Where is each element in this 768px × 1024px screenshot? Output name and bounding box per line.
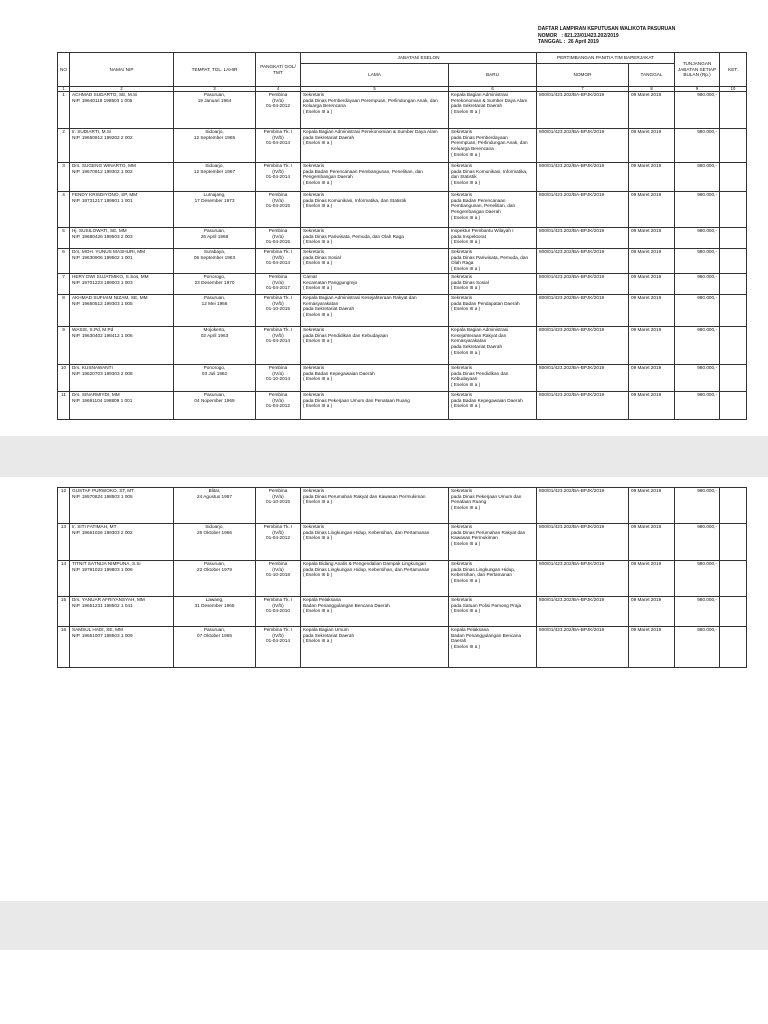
col-header-nama: NAMA/ NIP: [70, 53, 174, 87]
cell-lama: Kepala Bagian Administrasi Perekonomian & Sumber Daya Alam pada Sekretariat Daerah ( Eselon III a ): [301, 129, 449, 163]
col-header-tunjangan: TUNJANGAN JABATAN SETIAP BULAN (Rp.): [675, 53, 720, 87]
cell-ket: [720, 597, 747, 627]
cell-nomor: 800/01/423.202/BA-BPJK/2019: [537, 92, 629, 129]
col-header-no: NO: [58, 53, 70, 87]
column-number: 8: [629, 87, 675, 92]
cell-baru: Sekretaris pada Badan Pendapatan Daerah ( Eselon III a ): [449, 295, 537, 327]
cell-tanggal: 09 Maret 2019: [629, 365, 675, 392]
cell-ket: [720, 274, 747, 295]
cell-tunjangan: 980.000,-: [675, 249, 720, 274]
cell-ket: [720, 365, 747, 392]
column-number: 7: [537, 87, 629, 92]
cell-tanggal: 09 Maret 2019: [629, 627, 675, 668]
decree-number: NOMOR : 821.23/01/423.202/2019: [538, 32, 619, 39]
column-number: 9: [675, 87, 720, 92]
cell-ttl: Pasuruan, 19 Januari 1964: [174, 92, 256, 129]
cell-nomor: 800/01/423.202/BA-BPJK/2019: [537, 597, 629, 627]
cell-lama: Sekretaris pada Badan Kepegawaian Daerah ( Eselon III a ): [301, 365, 449, 392]
cell-ttl: Ponorogo, 03 Juli 1962: [174, 365, 256, 392]
cell-ttl: Pasuruan, 07 Oktober 1965: [174, 627, 256, 668]
cell-nomor: 800/01/423.202/BA-BPJK/2019: [537, 627, 629, 668]
cell-ttl: Sidoarjo, 12 September 1965: [174, 129, 256, 163]
cell-baru: Sekretaris pada Dinas Perumahan Rakyat dan Kawasan Permukiman ( Eselon III a ): [449, 524, 537, 561]
cell-lama: Kepala Bidang Analis & Pengendalian Dampak Lingkungan pada Dinas Lingkungan Hidup, Kebersihan, dan Pertamanan ( Eselon III b ): [301, 561, 449, 597]
table-row: [58, 365, 747, 392]
cell-nama: ACHMAD SUDARTO, SE, M.Si NIP. 19640118 198503 1 005: [70, 92, 174, 129]
document-page-3: [0, 950, 768, 1024]
cell-tunjangan: 980.000,-: [675, 597, 720, 627]
cell-nama: Drs. MOH. YUNUS MASHURI, MM NIP. 19630906 199502 1 001: [70, 249, 174, 274]
cell-nama: SAMSUL HADI, SE, MM NIP. 19651007 198503 1 009: [70, 627, 174, 668]
cell-pangkat: Pembina (IV/a) 01-04-2012: [256, 92, 301, 129]
cell-ket: [720, 129, 747, 163]
cell-tunjangan: 980.000,-: [675, 627, 720, 668]
table-row: [58, 524, 747, 561]
cell-no: 15: [58, 597, 70, 627]
cell-tunjangan: 980.000,-: [675, 163, 720, 192]
cell-ket: [720, 392, 747, 420]
cell-nomor: 800/01/423.202/BA-BPJK/2019: [537, 561, 629, 597]
cell-pangkat: Pembina (IV/a) 01-04-2017: [256, 274, 301, 295]
col-header-pangkat: PANGKAT/ GOL/ TMT: [256, 53, 301, 87]
cell-nomor: 800/01/423.202/BA-BPJK/2019: [537, 392, 629, 420]
cell-baru: Sekretaris pada Dinas Pekerjaan Umum dan Penataan Ruang ( Eselon III a ): [449, 488, 537, 524]
cell-baru: Sekretaris pada Dinas Pariwisata, Pemuda, dan Olah Raga ( Eselon III a ): [449, 249, 537, 274]
cell-tanggal: 09 Maret 2019: [629, 488, 675, 524]
cell-no: 1: [58, 92, 70, 129]
column-number: 3: [174, 87, 256, 92]
cell-nomor: 800/01/423.202/BA-BPJK/2019: [537, 129, 629, 163]
cell-nama: HERY DWI SUJATMIKO, S.Sos, MM NIP. 19701223 199003 1 003: [70, 274, 174, 295]
cell-tunjangan: 980.000,-: [675, 274, 720, 295]
cell-pangkat: Pembina Tk. I (IV/b) 01-04-2014: [256, 129, 301, 163]
cell-ket: [720, 228, 747, 249]
cell-pangkat: Pembina (IV/a) 01-10-2015: [256, 488, 301, 524]
cell-baru: Kepala Bagian Administrasi Kesejahteraan Rakyat dan Kemasyarakatan pada Sekretariat Daerah ( Eselon III a ): [449, 327, 537, 365]
cell-lama: Sekretaris pada Dinas Perumahan Rakyat dan Kawasan Permukiman ( Eselon III a ): [301, 488, 449, 524]
cell-pangkat: Pembina Tk. I (IV/b) 01-04-2014: [256, 327, 301, 365]
cell-pangkat: Pembina Tk. I (IV/b) 01-04-2014: [256, 249, 301, 274]
table-body-page-1: [58, 92, 747, 420]
cell-tanggal: 09 Maret 2019: [629, 192, 675, 228]
cell-no: 4: [58, 192, 70, 228]
col-header-baru: BARU: [449, 64, 537, 87]
column-number: 5: [301, 87, 449, 92]
cell-nama: Ir. SITI FATIMAH, MT NIP. 19661026 199303 2 002: [70, 524, 174, 561]
personnel-table-page-1: [57, 52, 747, 420]
cell-lama: Sekretaris pada Badan Perencanaan Pembangunan, Penelitian, dan Pengembangan Daerah ( Eselon III a ): [301, 163, 449, 192]
cell-ttl: Lumajang, 17 Desember 1973: [174, 192, 256, 228]
cell-nama: GUSTAF PURWOKO, ST, MT. NIP. 19570824 198503 1 005: [70, 488, 174, 524]
cell-nama: Drs. YANUAR AFRIYANSYAH, MM NIP. 19651231 198502 1 041: [70, 597, 174, 627]
decree-title: DAFTAR LAMPIRAN KEPUTUSAN WALIKOTA PASURUAN: [538, 26, 676, 32]
cell-tunjangan: 980.000,-: [675, 295, 720, 327]
col-header-ket: KET.: [720, 53, 747, 87]
cell-nomor: 800/01/423.202/BA-BPJK/2019: [537, 488, 629, 524]
cell-pangkat: Pembina (IV/a) 01-04-2015: [256, 192, 301, 228]
table-row: [58, 129, 747, 163]
cell-no: 3: [58, 163, 70, 192]
cell-pangkat: Pembina Tk. I (IV/b) 01-04-2010: [256, 597, 301, 627]
cell-tunjangan: 980.000,-: [675, 92, 720, 129]
cell-lama: Kepala Pelaksana Badan Penanggulangan Bencana Daerah ( Eselon III a ): [301, 597, 449, 627]
table-row: [58, 274, 747, 295]
cell-ttl: Lawang, 31 Desember 1965: [174, 597, 256, 627]
col-header-tanggal: TANGGAL: [629, 64, 675, 87]
table-row: [58, 192, 747, 228]
cell-pangkat: Pembina (IV/a) 01-04-2012: [256, 392, 301, 420]
cell-ttl: Pasuruan, 22 Oktober 1979: [174, 561, 256, 597]
cell-nama: Drs. SINARMIYDI, MM NIP. 19691104 198809 1 001: [70, 392, 174, 420]
cell-nomor: 800/01/423.202/BA-BPJK/2019: [537, 163, 629, 192]
column-number: 2: [70, 87, 174, 92]
cell-ket: [720, 163, 747, 192]
table-row: [58, 488, 747, 524]
table-row: [58, 249, 747, 274]
cell-no: 5: [58, 228, 70, 249]
decree-date: TANGGAL : 26 April 2019: [538, 39, 599, 45]
column-number: 1: [58, 87, 70, 92]
cell-tanggal: 09 Maret 2019: [629, 597, 675, 627]
table-row: [58, 597, 747, 627]
col-header-lama: LAMA: [301, 64, 449, 87]
cell-tunjangan: 980.000,-: [675, 561, 720, 597]
cell-nama: FENDY KRISDIYONO, SP, MM NIP. 19731217 199901 1 001: [70, 192, 174, 228]
cell-ttl: Blitar, 24 Agustus 1957: [174, 488, 256, 524]
column-number: 4: [256, 87, 301, 92]
cell-no: 10: [58, 365, 70, 392]
table-row: [58, 561, 747, 597]
cell-nomor: 800/01/423.202/BA-BPJK/2019: [537, 228, 629, 249]
cell-ttl: Sidoarjo, 12 September 1967: [174, 163, 256, 192]
cell-ttl: Mojokerto, 02 April 1963: [174, 327, 256, 365]
cell-baru: Sekretaris pada Dinas Lingkungan Hidup, Kebersihan, dan Pertamanan ( Eselon III a ): [449, 561, 537, 597]
cell-no: 7: [58, 274, 70, 295]
cell-lama: Sekretaris pada Dinas Komunikasi, Informatika, dan Statistik ( Eselon III a ): [301, 192, 449, 228]
cell-nomor: 800/01/423.202/BA-BPJK/2019: [537, 365, 629, 392]
cell-tanggal: 09 Maret 2019: [629, 561, 675, 597]
cell-tanggal: 09 Maret 2019: [629, 228, 675, 249]
cell-tanggal: 09 Maret 2019: [629, 327, 675, 365]
cell-no: 8: [58, 295, 70, 327]
cell-baru: Kepala Bagian Administrasi Perekonomian & Sumber Daya Alam pada Sekretariat Daerah ( Eselon III a ): [449, 92, 537, 129]
cell-tunjangan: 980.000,-: [675, 129, 720, 163]
cell-baru: Sekretaris pada Dinas Sosial ( Eselon III a ): [449, 274, 537, 295]
table-row: [58, 92, 747, 129]
cell-ket: [720, 561, 747, 597]
cell-baru: Sekretaris pada Dinas Pemberdayaan Perempuan, Perlindungan Anak, dan Keluarga Berencana ( Eselon III a ): [449, 129, 537, 163]
cell-nomor: 800/01/423.202/BA-BPJK/2019: [537, 327, 629, 365]
cell-tunjangan: 980.000,-: [675, 392, 720, 420]
cell-ttl: Pasuruan, 12 Mei 1966: [174, 295, 256, 327]
cell-nama: Drs. KUSNAWANTI NIP. 19620703 199303 2 008: [70, 365, 174, 392]
col-header-ttl: TEMPAT, TGL. LAHIR: [174, 53, 256, 87]
table-row: [58, 228, 747, 249]
decree-header: [538, 26, 675, 46]
cell-baru: Kepala Pelaksana Badan Penanggulangan Bencana Daerah ( Eselon III a ): [449, 627, 537, 668]
cell-nama: Drs. SUGENG WINARTO, MM NIP. 19670912 199302 1 002: [70, 163, 174, 192]
cell-tanggal: 09 Maret 2019: [629, 92, 675, 129]
cell-pangkat: Pembina Tk. I (IV/b) 01-04-2012: [256, 524, 301, 561]
cell-ttl: Ponorogo, 23 Desember 1970: [174, 274, 256, 295]
cell-tanggal: 09 Maret 2019: [629, 163, 675, 192]
col-header-jabatan: JABATAN/ ESELON: [301, 53, 537, 64]
table-row: [58, 163, 747, 192]
cell-ttl: Pasuruan, 26 April 1968: [174, 228, 256, 249]
column-number: 6: [449, 87, 537, 92]
cell-lama: Sekretaris pada Dinas Pekerjaan Umum dan Penataan Ruang ( Eselon III a ): [301, 392, 449, 420]
col-header-nomor: NOMOR: [537, 64, 629, 87]
cell-no: 2: [58, 129, 70, 163]
cell-tunjangan: 980.000,-: [675, 488, 720, 524]
cell-nomor: 800/01/423.202/BA-BPJK/2019: [537, 524, 629, 561]
cell-pangkat: Pembina Tk. I (IV/b) 01-04-2014: [256, 627, 301, 668]
col-header-pertimbangan: PERTIMBANGAN PANITIA TIM BAPERJAKAT: [537, 53, 675, 64]
cell-ket: [720, 192, 747, 228]
cell-nama: AKHMAD SUFIAIM NIZAM, SE, MM NIP. 19660512 199303 1 005: [70, 295, 174, 327]
cell-ttl: Pasuruan, 04 Nopember 1969: [174, 392, 256, 420]
cell-no: 9: [58, 327, 70, 365]
cell-baru: Sekretaris pada Badan Kepegawaian Daerah ( Eselon III a ): [449, 392, 537, 420]
cell-tunjangan: 980.000,-: [675, 327, 720, 365]
cell-lama: Kepala Bagian Administrasi Kesejahteraan Rakyat dan Kemasyarakatan pada Sekretariat Daerah ( Eselon III a ): [301, 295, 449, 327]
cell-baru: Sekretaris pada Satuan Polisi Pamong Praja ( Eselon III a ): [449, 597, 537, 627]
cell-nomor: 800/01/423.202/BA-BPJK/2019: [537, 295, 629, 327]
cell-no: 14: [58, 561, 70, 597]
cell-pangkat: Pembina (IV/a) 01-10-2018: [256, 561, 301, 597]
cell-no: 11: [58, 392, 70, 420]
cell-pangkat: Pembina Tk. I (IV/b) 01-10-2015: [256, 295, 301, 327]
table-body-page-2: [58, 488, 747, 668]
cell-nomor: 800/01/423.202/BA-BPJK/2019: [537, 192, 629, 228]
cell-baru: Sekretaris pada Dinas Komunikasi, Informatika, dan Statistik ( Eselon III a ): [449, 163, 537, 192]
cell-nama: Ir. SUDIARTI, M.Si NIP. 19650912 199202 2 002: [70, 129, 174, 163]
cell-lama: Camat Kecamatan Panggungrejo ( Eselon III a ): [301, 274, 449, 295]
cell-lama: Sekretaris pada Dinas Lingkungan Hidup, Kebersihan, dan Pertamanan ( Eselon III a ): [301, 524, 449, 561]
table-row: [58, 327, 747, 365]
cell-ket: [720, 488, 747, 524]
cell-tunjangan: 980.000,-: [675, 365, 720, 392]
cell-tanggal: 09 Maret 2019: [629, 274, 675, 295]
cell-no: 16: [58, 627, 70, 668]
cell-tanggal: 09 Maret 2019: [629, 295, 675, 327]
cell-nama: WASIS, S.Pd, M.Pd NIP. 19630402 198412 1 006: [70, 327, 174, 365]
cell-ket: [720, 524, 747, 561]
table-row: [58, 295, 747, 327]
personnel-table-page-2: [57, 487, 747, 668]
cell-tanggal: 09 Maret 2019: [629, 392, 675, 420]
cell-ket: [720, 327, 747, 365]
cell-pangkat: Pembina (IV/a) 01-04-2015: [256, 228, 301, 249]
cell-pangkat: Pembina (IV/a) 01-10-2014: [256, 365, 301, 392]
cell-ket: [720, 295, 747, 327]
cell-lama: Sekretaris pada Dinas Pemberdayaan Perempuan, Perlindungan Anak, dan Keluarga Berencana ( Eselon III a ): [301, 92, 449, 129]
cell-no: 6: [58, 249, 70, 274]
cell-lama: Sekretaris pada Dinas Sosial ( Eselon III a ): [301, 249, 449, 274]
cell-tunjangan: 980.000,-: [675, 228, 720, 249]
cell-ttl: Surabaya, 06 September 1963: [174, 249, 256, 274]
cell-nama: Hj. SUSILOWATI, SE, MM NIP. 19680426 199503 2 003: [70, 228, 174, 249]
cell-tunjangan: 980.000,-: [675, 192, 720, 228]
table-row: [58, 627, 747, 668]
cell-no: 12: [58, 488, 70, 524]
cell-pangkat: Pembina Tk. I (IV/b) 01-04-2014: [256, 163, 301, 192]
cell-tanggal: 09 Maret 2019: [629, 249, 675, 274]
cell-ttl: Sidoarjo, 26 Oktober 1966: [174, 524, 256, 561]
cell-tanggal: 09 Maret 2019: [629, 524, 675, 561]
cell-tanggal: 09 Maret 2019: [629, 129, 675, 163]
cell-nomor: 800/01/423.202/BA-BPJK/2019: [537, 274, 629, 295]
table-row: [58, 392, 747, 420]
cell-ket: [720, 249, 747, 274]
cell-lama: Kepala Bagian Umum pada Sekretariat Daerah ( Eselon III a ): [301, 627, 449, 668]
table-header: [58, 53, 747, 92]
cell-nama: TITNIT SATNIJA NIMPUNA, S.Si NIP. 19791022 199803 1 006: [70, 561, 174, 597]
cell-baru: Sekretaris pada Badan Perencanaan Pembangunan, Penelitian, dan Pengembangan Daerah ( Eselon III a ): [449, 192, 537, 228]
cell-ket: [720, 92, 747, 129]
cell-ket: [720, 627, 747, 668]
column-number: 10: [720, 87, 747, 92]
cell-baru: Inspektur Pembantu Wilayah I pada Inspektorat ( Eselon III a ): [449, 228, 537, 249]
cell-tunjangan: 980.000,-: [675, 524, 720, 561]
cell-lama: Sekretaris pada Dinas Pariwisata, Pemuda, dan Olah Raga ( Eselon III a ): [301, 228, 449, 249]
cell-baru: Sekretaris pada Dinas Pendidikan dan Kebudayaan ( Eselon III a ): [449, 365, 537, 392]
cell-no: 13: [58, 524, 70, 561]
cell-nomor: 800/01/423.202/BA-BPJK/2019: [537, 249, 629, 274]
cell-lama: Sekretaris pada Dinas Pendidikan dan Kebudayaan ( Eselon III a ): [301, 327, 449, 365]
